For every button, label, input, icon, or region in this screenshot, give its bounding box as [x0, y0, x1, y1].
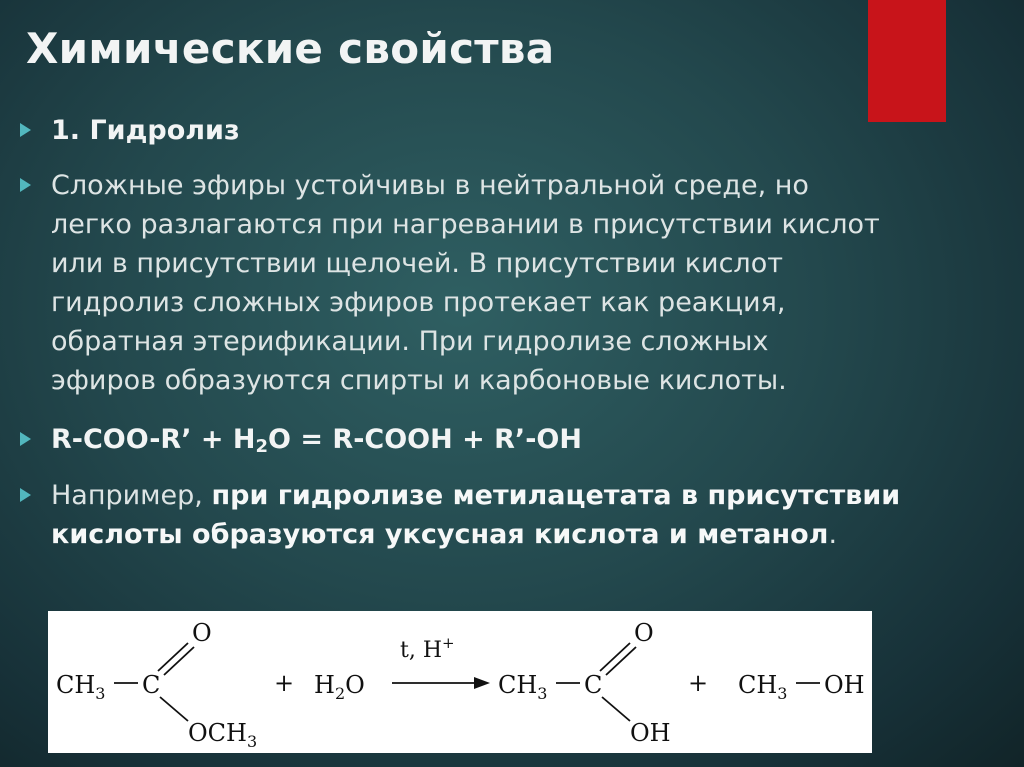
product-oxygen-label: O: [634, 619, 654, 647]
equation-subscript: 2: [255, 436, 269, 457]
bond-line: [160, 697, 188, 721]
bullet-hydrolysis: [20, 111, 1005, 150]
reaction-scheme-svg: [48, 611, 872, 753]
triangle-bullet-icon: [20, 178, 31, 192]
bullet-description: [20, 166, 1005, 400]
description-line: легко разлагаются при нагревании в присутствии кислот: [51, 209, 880, 240]
description-line: гидролиз сложных эфиров протекает как реакция,: [51, 287, 786, 318]
water-label: $H_2O$: [314, 671, 365, 703]
plus-sign: +: [688, 669, 709, 697]
bullet-hydrolysis-text: 1. Гидролиз: [51, 115, 240, 146]
example-bold: при гидролизе метилацетата в присутствии кислоты образуются уксусная кислота и метанол: [51, 480, 901, 550]
product-carbon-label: C: [584, 671, 603, 699]
plus-sign: +: [274, 669, 295, 697]
example-suffix: .: [828, 519, 838, 550]
bullet-description-text: [51, 166, 880, 400]
example-text: [51, 476, 1005, 554]
reactant-oxygen-label: O: [192, 619, 212, 647]
product-oh-label: OH: [630, 719, 671, 747]
reaction-scheme: [48, 611, 872, 753]
description-line: эфиров образуются спирты и карбоновые кислоты.: [51, 365, 787, 396]
reactant-carbon-label: C: [142, 671, 161, 699]
reaction-conditions: t, H+: [400, 634, 455, 663]
reactant-och3-label: $OCH_3$: [188, 719, 258, 751]
bullet-equation: [20, 420, 1005, 466]
slide-title: Химические свойства: [26, 24, 555, 73]
triangle-bullet-icon: [20, 488, 31, 502]
equation-part1: R-COO-R’ + H: [51, 424, 256, 455]
methanol-oh-label: OH: [824, 671, 865, 699]
bullet-example: [20, 476, 1005, 554]
triangle-bullet-icon: [20, 123, 31, 137]
product-ch3-label: $CH_3$: [498, 671, 548, 703]
description-line: Сложные эфиры устойчивы в нейтральной среде, но: [51, 170, 809, 201]
accent-bar: [868, 0, 946, 122]
arrow-head-icon: [474, 677, 490, 689]
reactant-ch3-label: $CH_3$: [56, 671, 106, 703]
equation-part2: O = R-COOH + R’-OH: [268, 424, 582, 455]
description-line: обратная этерификации. При гидролизе сложных: [51, 326, 769, 357]
description-line: или в присутствии щелочей. В присутствии кислот: [51, 248, 783, 279]
methanol-ch3-label: $CH_3$: [738, 671, 788, 703]
bond-line: [602, 697, 630, 721]
example-prefix: Например,: [51, 480, 212, 511]
equation-text: [51, 420, 582, 466]
triangle-bullet-icon: [20, 432, 31, 446]
